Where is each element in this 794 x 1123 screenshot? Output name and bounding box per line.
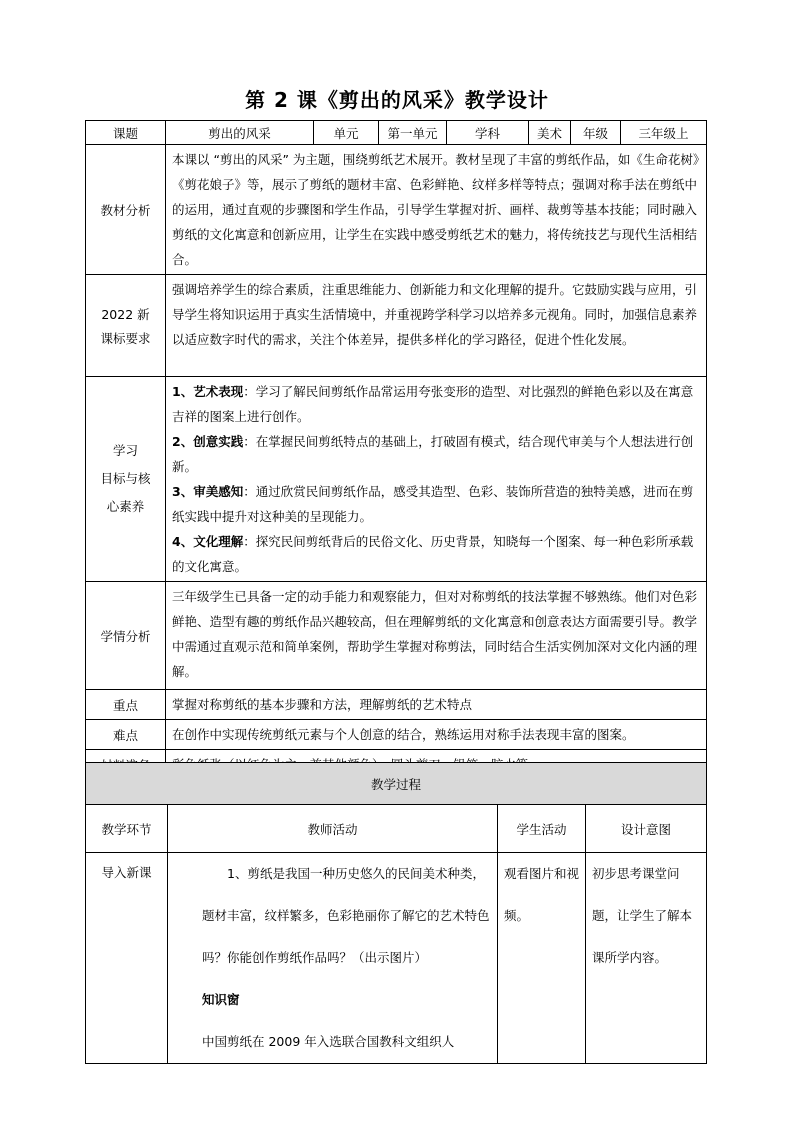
key-point-text: 掌握对称剪纸的基本步骤和方法，理解剪纸的艺术特点	[166, 690, 707, 720]
column-stage: 教学环节	[86, 805, 168, 853]
unit-value: 第一单元	[379, 121, 447, 145]
unit-key: 单元	[314, 121, 379, 145]
info-header-row	[86, 121, 707, 145]
objective-item: 1、艺术表现：学习了解民间剪纸作品常运用夸张变形的造型、对比强烈的鲜艳色彩以及在寓意吉祥的图案上进行创作。	[172, 384, 694, 424]
lesson-info-table	[85, 120, 707, 780]
column-teacher: 教师活动	[168, 805, 498, 853]
learner-analysis-text: 三年级学生已具备一定的动手能力和观察能力，但对对称剪纸的技法掌握不够熟练。他们对色彩鲜艳、造型有趣的剪纸作品兴趣较高，但在理解剪纸的文化寓意和创意表达方面需要引导。教学中需通过直观示范和简单案例，帮助学生掌握对称剪法，同时结合生活实例加深对文化内涵的理解。	[172, 589, 698, 679]
subject-value: 美术	[529, 121, 571, 145]
material-analysis-label: 教材分析	[86, 145, 166, 275]
objective-item: 3、审美感知：通过欣赏民间剪纸作品，感受其造型、色彩、装饰所营造的独特美感，进而在剪纸实践中提升对这种美的呈现能力。	[172, 484, 694, 524]
standard-2022-label: 2022 新 课标要求	[86, 275, 166, 377]
key-point-label: 重点	[86, 690, 166, 720]
grade-key: 年级	[571, 121, 621, 145]
student-activity-cell: 观看图片和视频。	[498, 853, 586, 1064]
page-title: 第 2 课《剪出的风采》教学设计	[245, 88, 549, 112]
stage-cell: 导入新课	[86, 853, 168, 1064]
topic-value: 剪出的风采	[166, 121, 314, 145]
subject-key: 学科	[447, 121, 529, 145]
learner-analysis-label: 学情分析	[86, 582, 166, 690]
process-row-intro	[86, 853, 707, 1064]
process-header: 教学过程	[86, 763, 707, 805]
topic-key: 课题	[86, 121, 166, 145]
knowledge-window-text: 中国剪纸在 2009 年入选联合国教科文组织人	[202, 1034, 455, 1049]
objectives-row	[86, 377, 707, 582]
column-intent: 设计意图	[586, 805, 707, 853]
material-analysis-row	[86, 145, 707, 275]
standard-2022-text: 强调培养学生的综合素质，注重思维能力、创新能力和文化理解的提升。它鼓励实践与应用，引导学生将知识运用于真实生活情境中，并重视跨学科学习以培养多元视角。同时，加强信息素养以适应数字时代的需求，关注个体差异，提供多样化的学习路径，促进个性化发展。	[172, 282, 698, 347]
teacher-activity-cell	[168, 853, 498, 1064]
process-columns-row	[86, 805, 707, 853]
difficulty-label: 难点	[86, 720, 166, 750]
material-analysis-text: 本课以 “剪出的风采” 为主题，围绕剪纸艺术展开。教材呈现了丰富的剪纸作品，如《生命花树》《剪花娘子》等，展示了剪纸的题材丰富、色彩鲜艳、纹样多样等特点；强调对称手法在剪纸中的运用，通过直观的步骤图和学生作品，引导学生掌握对折、画样、裁剪等基本技能；同时融入剪纸的文化寓意和创新应用，让学生在实践中感受剪纸艺术的魅力，将传统技艺与现代生活相结合。	[172, 152, 700, 267]
process-header-row	[86, 763, 707, 805]
objective-item: 4、文化理解：探究民间剪纸背后的民俗文化、历史背景，知晓每一个图案、每一种色彩所承载的文化寓意。	[172, 534, 694, 574]
grade-value: 三年级上	[621, 121, 707, 145]
key-point-row	[86, 690, 707, 720]
knowledge-window-heading: 知识窗	[202, 992, 240, 1007]
objectives-label: 学习 目标与核 心素养	[86, 377, 166, 582]
objective-item: 2、创意实践：在掌握民间剪纸特点的基础上，打破固有模式，结合现代审美与个人想法进行创新。	[172, 434, 694, 474]
column-student: 学生活动	[498, 805, 586, 853]
difficulty-text: 在创作中实现传统剪纸元素与个人创意的结合，熟练运用对称手法表现丰富的图案。	[166, 720, 707, 750]
standard-2022-row	[86, 275, 707, 377]
difficulty-row	[86, 720, 707, 750]
learner-analysis-row	[86, 582, 707, 690]
design-intent-cell: 初步思考课堂问题，让学生了解本课所学内容。	[586, 853, 707, 1064]
teaching-process-table	[85, 762, 707, 1064]
teacher-activity-text: 1、剪纸是我国一种历史悠久的民间美术种类，题材丰富，纹样繁多，色彩艳丽你了解它的艺术特色吗？你能创作剪纸作品吗？（出示图片）	[202, 866, 490, 965]
